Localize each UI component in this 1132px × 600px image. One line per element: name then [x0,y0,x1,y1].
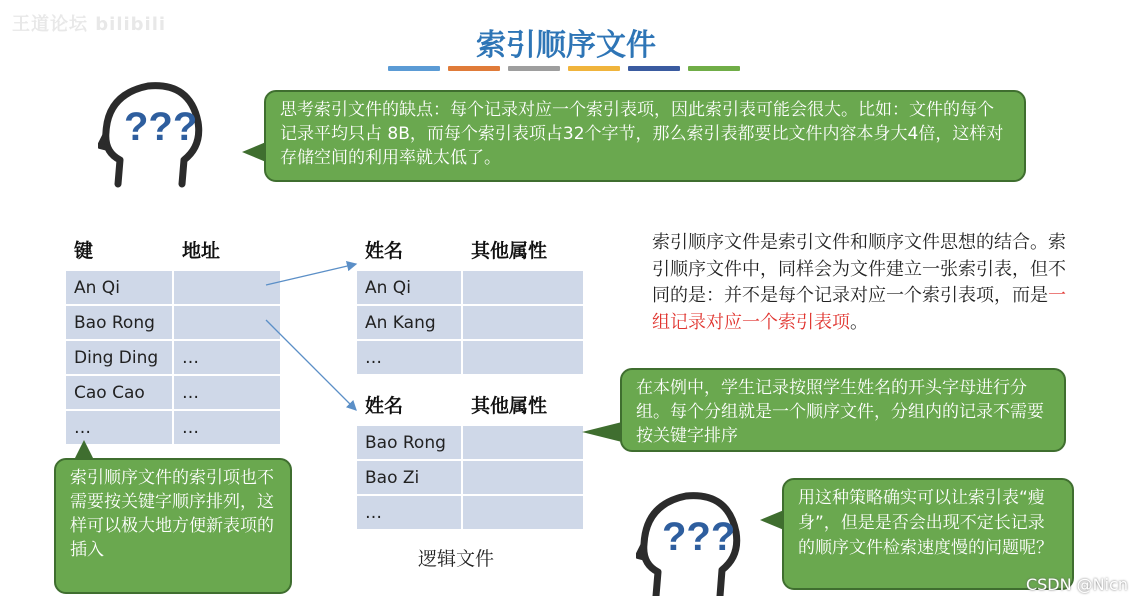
page-title: 索引顺序文件 [476,28,656,63]
header-name: 姓名 [365,395,404,417]
callout-bottom-left-text: 索引顺序文件的索引项也不需要按关键字顺序排列，这样可以极大地方便新表项的插入 [70,468,274,560]
callout-bottom-right-text: 用这种策略确实可以让索引表“瘦身”，但是是否会出现不定长记录的顺序文件检索速度慢的问题呢？ [798,488,1053,558]
logical-file-label: 逻辑文件 [418,548,495,570]
arrow-to-group-b [266,320,356,410]
cell: … [174,341,280,374]
description-highlight: 一组记录对应一个索引表项 [652,285,1066,333]
csdn-watermark: CSDN @Nicn [1025,575,1128,594]
callout-top-text: 思考索引文件的缺点：每个记录对应一个索引表项，因此索引表可能会很大。比如：文件的每个记录平均只占 8B，而每个索引表项占32个字节，那么索引表都要比文件内容本身大4倍，这样对存储空间的利用率就太低了。 [280,100,1004,168]
header-key: 键 [74,240,94,262]
cell: An Qi [357,271,461,304]
cell: Bao Rong [357,426,461,459]
cell: Cao Cao [66,376,172,409]
cell: … [174,411,280,444]
callout-tail [760,510,784,530]
description-part2: 。 [850,311,868,333]
header-name: 姓名 [365,240,404,262]
callout-tail [582,422,622,442]
header-other: 其他属性 [471,240,548,262]
svg-text:???: ??? [124,105,198,149]
cell: … [174,376,280,409]
cell: Bao Zi [357,461,461,494]
callout-group-text: 在本例中，学生记录按照学生姓名的开头字母进行分组。每个分组就是一个顺序文件，分组内的记录不需要按关键字排序 [636,378,1044,446]
watermark: 王道论坛 bilibili [12,14,167,35]
cell: … [357,341,461,374]
header-address: 地址 [182,240,221,262]
cell: … [357,496,461,529]
cell: Bao Rong [66,306,172,339]
cell: Ding Ding [66,341,172,374]
thinking-head-icon [636,476,746,600]
header-other: 其他属性 [471,395,548,417]
cell: … [66,411,172,444]
callout-bottom-right [782,478,1074,590]
callout-tail [74,440,94,460]
description-part1: 索引顺序文件是索引文件和顺序文件思想的结合。索引顺序文件中，同样会为文件建立一张索引表，但不同的是：并不是每个记录对应一个索引表项，而是 [652,232,1066,306]
cell: An Qi [66,271,172,304]
svg-text:???: ??? [662,515,736,559]
callout-group [620,368,1066,452]
description-text [652,230,1072,336]
arrow-to-group-a [266,264,356,285]
callout-bottom-left [54,458,292,594]
cell: An Kang [357,306,461,339]
